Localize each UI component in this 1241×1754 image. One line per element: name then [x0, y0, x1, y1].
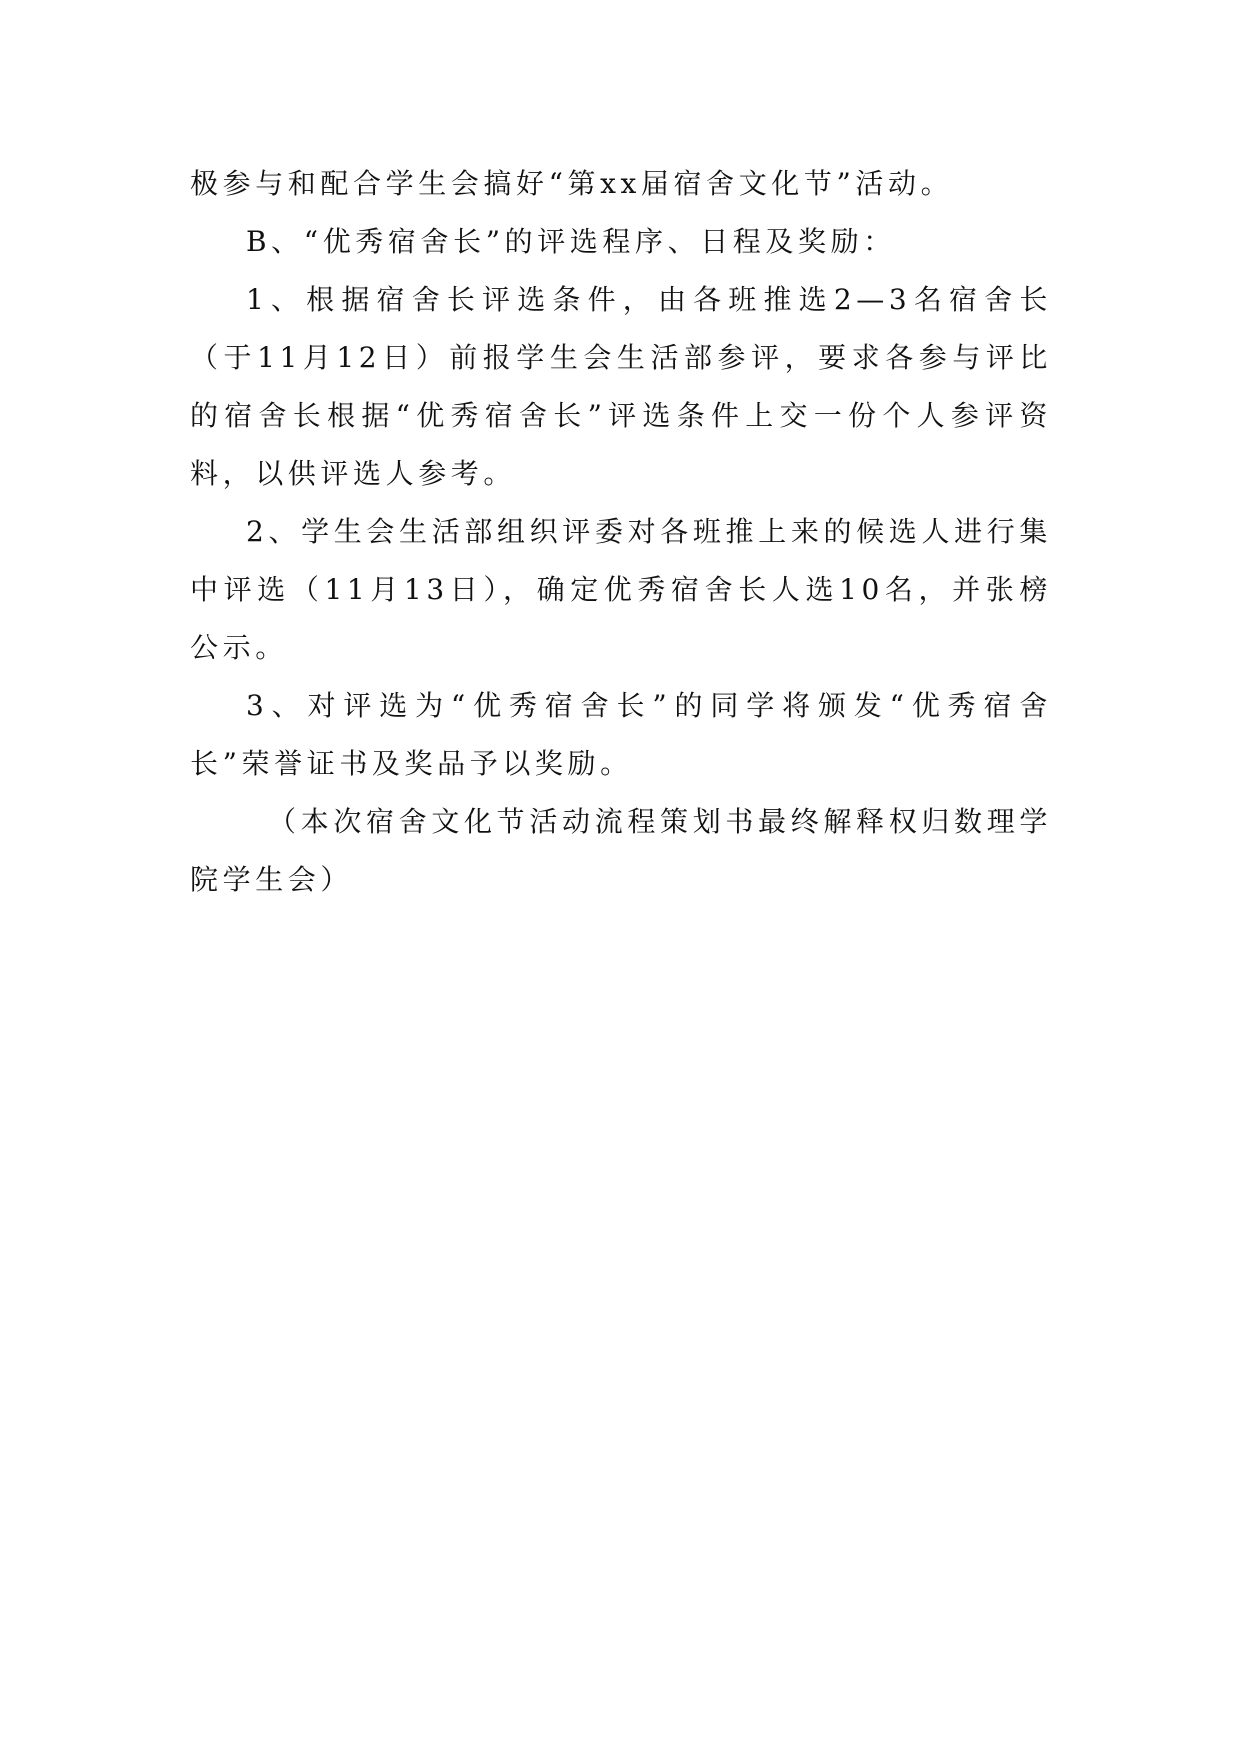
- paragraph-item-2: 2、学生会生活部组织评委对各班推上来的候选人进行集中评选（11月13日），确定优秀宿舍长人选10名，并张榜公示。: [190, 515, 1052, 664]
- paragraph-item-1: 1、根据宿舍长评选条件，由各班推选2—3名宿舍长（于11月12日）前报学生会生活部参评，要求各参与评比的宿舍长根据“优秀宿舍长”评选条件上交一份个人参评资料，以供评选人参考。: [190, 283, 1052, 490]
- section-heading-b: B、“优秀宿舍长”的评选程序、日程及奖励：: [246, 225, 896, 258]
- closing-note: （本次宿舍文化节活动流程策划书最终解释权归数理学院学生会）: [190, 805, 1052, 896]
- paragraph-item-3: 3、对评选为“优秀宿舍长”的同学将颁发“优秀宿舍长”荣誉证书及奖品予以奖励。: [190, 689, 1052, 780]
- document-body: [190, 155, 1052, 909]
- paragraph-continuation: 极参与和配合学生会搞好“第xx届宿舍文化节”活动。: [190, 167, 954, 200]
